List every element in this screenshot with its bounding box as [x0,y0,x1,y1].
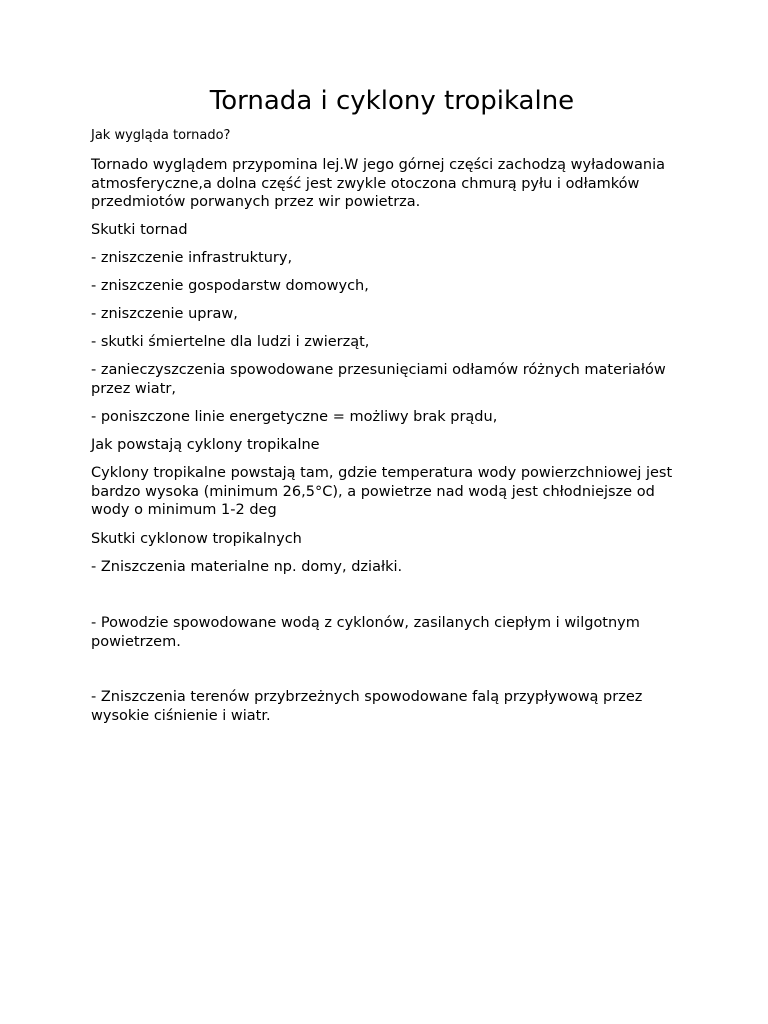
tornado-effect-item: - zniszczenie infrastruktury, [91,250,293,266]
cyclone-effect-item: - Zniszczenia terenów przybrzeżnych spowodowane falą przypływową przez wysokie ciśnienie i wiatr. [91,689,643,724]
document-title: Tornada i cyklony tropikalne [209,86,575,116]
tornado-effects-heading: Skutki tornad [91,222,188,238]
tornado-effect-item: - poniszczone linie energetyczne = możliwy brak prądu, [91,409,498,425]
cyclone-effect-item: - Powodzie spowodowane wodą z cyklonów, zasilanych ciepłym i wilgotnym powietrzem. [91,615,640,650]
cyclone-formation-paragraph: Cyklony tropikalne powstają tam, gdzie temperatura wody powierzchniowej jest bardzo wysoka (minimum 26,5°C), a powietrze nad wodą jest chłodniejsze od wody o minimum 1-2 deg [91,465,673,518]
tornado-effect-item: - zniszczenie gospodarstw domowych, [91,278,369,294]
tornado-question-heading: Jak wygląda tornado? [91,128,231,143]
tornado-description-paragraph: Tornado wyglądem przypomina lej.W jego górnej części zachodzą wyładowania atmosferyczne,a dolna część jest zwykle otoczona chmurą pyłu i odłamków przedmiotów porwanych przez wir powietrza. [91,157,665,210]
tornado-effect-item: - zanieczyszczenia spowodowane przesunięciami odłamów różnych materiałów przez wiatr, [91,362,666,397]
cyclone-effects-heading: Skutki cyklonow tropikalnych [91,531,302,547]
tornado-effect-item: - skutki śmiertelne dla ludzi i zwierząt, [91,334,370,350]
cyclone-formation-heading: Jak powstają cyklony tropikalne [91,437,320,453]
tornado-effect-item: - zniszczenie upraw, [91,306,238,322]
cyclone-effect-item: - Zniszczenia materialne np. domy, działki. [91,559,403,575]
